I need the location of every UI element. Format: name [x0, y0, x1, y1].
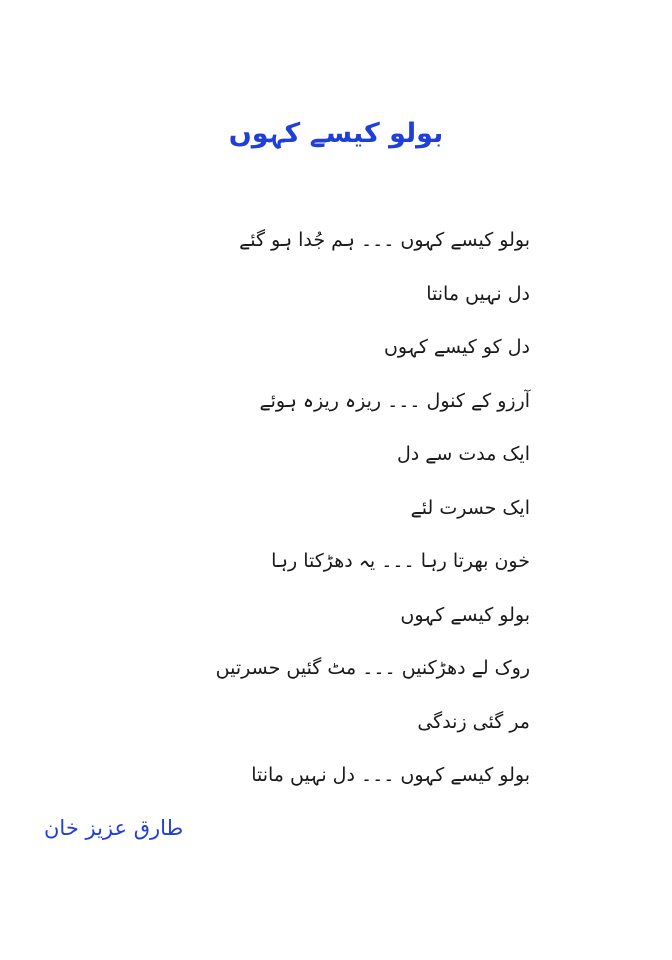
poem-line-10: مر گئی زندگی	[417, 710, 530, 733]
poem-line-1: بولو کیسے کہوں ۔۔۔ ہم جُدا ہو گئے	[239, 229, 530, 251]
poem-line-8: بولو کیسے کہوں	[400, 603, 530, 626]
poem-line-9: روک لے دھڑکنیں ۔۔۔ مٹ گئیں حسرتیں	[215, 657, 530, 679]
poem-line-4: آرزو کے کنول ۔۔۔ ریزہ ریزہ ہوئے	[259, 389, 530, 412]
poem-stanza	[110, 218, 530, 807]
poem-line-6: ایک حسرت لئے	[410, 496, 530, 519]
poem-title: بولو کیسے کہوں	[228, 118, 444, 149]
author-signature: طارق عزیز خان	[44, 816, 184, 840]
poem-line-11: بولو کیسے کہوں ۔۔۔ دل نہیں مانتا	[251, 764, 530, 786]
poem-line-3: دل کو کیسے کہوں	[383, 336, 530, 358]
poem-line-5: ایک مدت سے دل	[396, 443, 530, 465]
poem-line-7: خون بھرتا رہا ۔۔۔ یہ دھڑکتا رہا	[271, 550, 530, 572]
poem-line-2: دل نہیں مانتا	[426, 282, 530, 305]
